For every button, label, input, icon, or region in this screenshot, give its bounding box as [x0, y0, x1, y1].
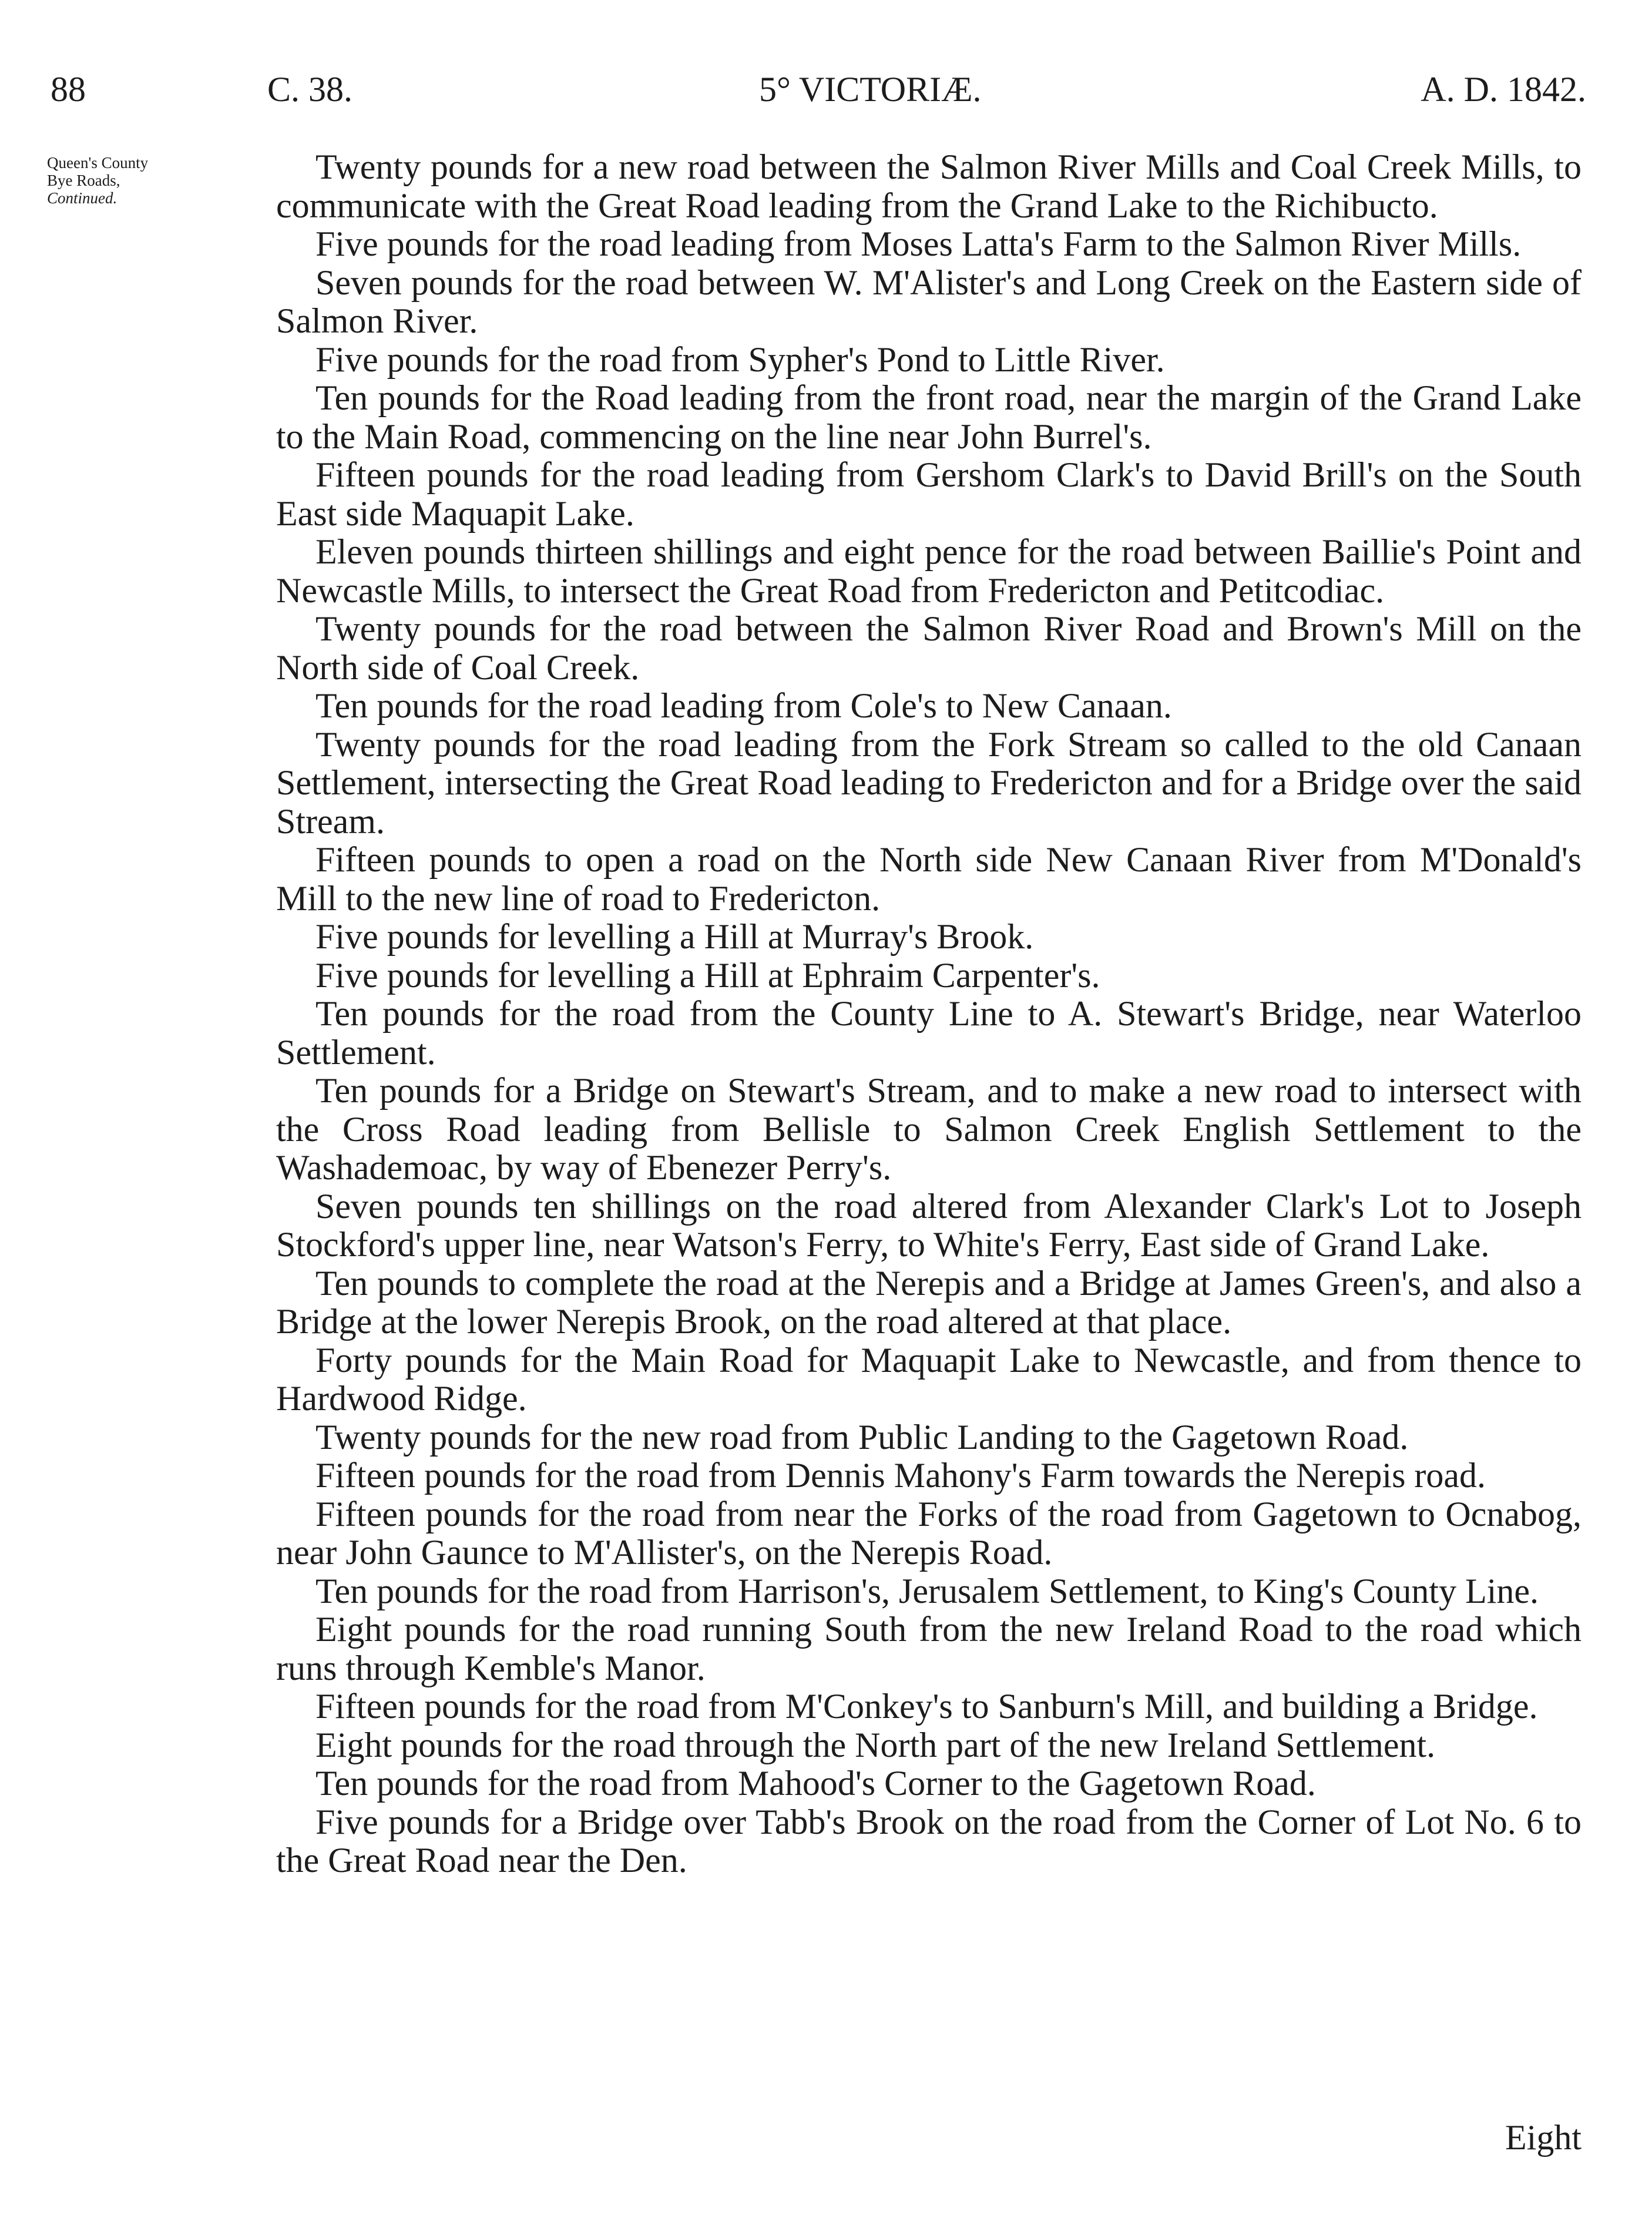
running-header	[0, 69, 1652, 122]
appropriation-paragraph: Twenty pounds for the new road from Public Landing to the Gagetown Road.	[315, 1417, 1409, 1457]
appropriation-paragraph: Eleven pounds thirteen shillings and eight pence for the road between Baillie's Point and Newcastle Mills, to intersect the Great Road from Fredericton and Petitcodiac.	[276, 532, 1582, 610]
appropriation-paragraph: Ten pounds for the road from Harrison's, Jerusalem Settlement, to King's County Line.	[315, 1571, 1539, 1610]
margin-note	[47, 154, 247, 207]
calendar-year: A. D. 1842.	[1421, 70, 1586, 109]
chapter-number: C. 38.	[267, 70, 353, 109]
appropriation-paragraph: Five pounds for the road from Sypher's Pond to Little River.	[315, 340, 1165, 379]
appropriation-paragraph: Eight pounds for the road running South from the new Ireland Road to the road which runs through Kemble's Manor.	[276, 1610, 1582, 1687]
appropriation-paragraph: Five pounds for levelling a Hill at Ephraim Carpenter's.	[315, 955, 1100, 995]
appropriation-paragraph: Ten pounds for a Bridge on Stewart's Stream, and to make a new road to intersect with the Cross Road leading from Bellisle to Salmon Creek English Settlement to the Washademoac, by way of Ebenezer Perry's.	[276, 1071, 1582, 1187]
margin-note-line: Queen's County	[47, 154, 149, 172]
margin-note-line: Continued.	[47, 189, 117, 207]
appropriation-paragraph: Twenty pounds for the road between the Salmon River Road and Brown's Mill on the North side of Coal Creek.	[276, 609, 1582, 687]
appropriation-paragraph: Forty pounds for the Main Road for Maquapit Lake to Newcastle, and from thence to Hardwood Ridge.	[276, 1340, 1582, 1418]
appropriation-paragraph: Ten pounds for the road from Mahood's Corner to the Gagetown Road.	[315, 1764, 1316, 1803]
appropriation-paragraph: Twenty pounds for a new road between the Salmon River Mills and Coal Creek Mills, to communicate with the Great Road leading from the Grand Lake to the Richibucto.	[276, 147, 1582, 225]
appropriation-paragraph: Ten pounds for the Road leading from the front road, near the margin of the Grand Lake to the Main Road, commencing on the line near John Burrel's.	[276, 378, 1582, 456]
appropriation-paragraph: Seven pounds ten shillings on the road altered from Alexander Clark's Lot to Joseph Stockford's upper line, near Watson's Ferry, to White's Ferry, East side of Grand Lake.	[276, 1186, 1582, 1264]
regnal-year: 5° VICTORIÆ.	[759, 70, 982, 109]
appropriation-paragraph: Fifteen pounds for the road from Dennis Mahony's Farm towards the Nerepis road.	[315, 1456, 1486, 1495]
appropriation-paragraph: Eight pounds for the road through the North part of the new Ireland Settlement.	[315, 1725, 1436, 1764]
appropriation-paragraph: Ten pounds for the road leading from Cole's to New Canaan.	[315, 686, 1172, 725]
appropriation-paragraph: Fifteen pounds for the road from near the Forks of the road from Gagetown to Ocnabog, near John Gaunce to M'Allister's, on the Nerepis Road.	[276, 1494, 1582, 1572]
appropriation-paragraph: Ten pounds for the road from the County Line to A. Stewart's Bridge, near Waterloo Settlement.	[276, 994, 1582, 1072]
catchword: Eight	[1505, 2118, 1582, 2157]
body-text	[276, 148, 1582, 1880]
appropriation-paragraph: Fifteen pounds for the road from M'Conkey's to Sanburn's Mill, and building a Bridge.	[315, 1687, 1538, 1726]
appropriation-paragraph: Five pounds for levelling a Hill at Murray's Brook.	[315, 917, 1034, 956]
margin-note-line: Bye Roads,	[47, 172, 120, 189]
appropriation-paragraph: Fifteen pounds to open a road on the North side New Canaan River from M'Donald's Mill to the new line of road to Fredericton.	[276, 840, 1582, 918]
appropriation-paragraph: Seven pounds for the road between W. M'Alister's and Long Creek on the Eastern side of Salmon River.	[276, 263, 1582, 340]
appropriation-paragraph: Five pounds for the road leading from Moses Latta's Farm to the Salmon River Mills.	[315, 224, 1522, 263]
appropriation-paragraph: Ten pounds to complete the road at the Nerepis and a Bridge at James Green's, and also a Bridge at the lower Nerepis Brook, on the road altered at that place.	[276, 1263, 1582, 1341]
page-number: 88	[51, 70, 86, 109]
appropriation-paragraph: Fifteen pounds for the road leading from Gershom Clark's to David Brill's on the South East side Maquapit Lake.	[276, 455, 1582, 533]
appropriation-paragraph: Twenty pounds for the road leading from the Fork Stream so called to the old Canaan Settlement, intersecting the Great Road leading to Fredericton and for a Bridge over the said Stream.	[276, 724, 1582, 841]
appropriation-paragraph: Five pounds for a Bridge over Tabb's Brook on the road from the Corner of Lot No. 6 to the Great Road near the Den.	[276, 1802, 1582, 1880]
